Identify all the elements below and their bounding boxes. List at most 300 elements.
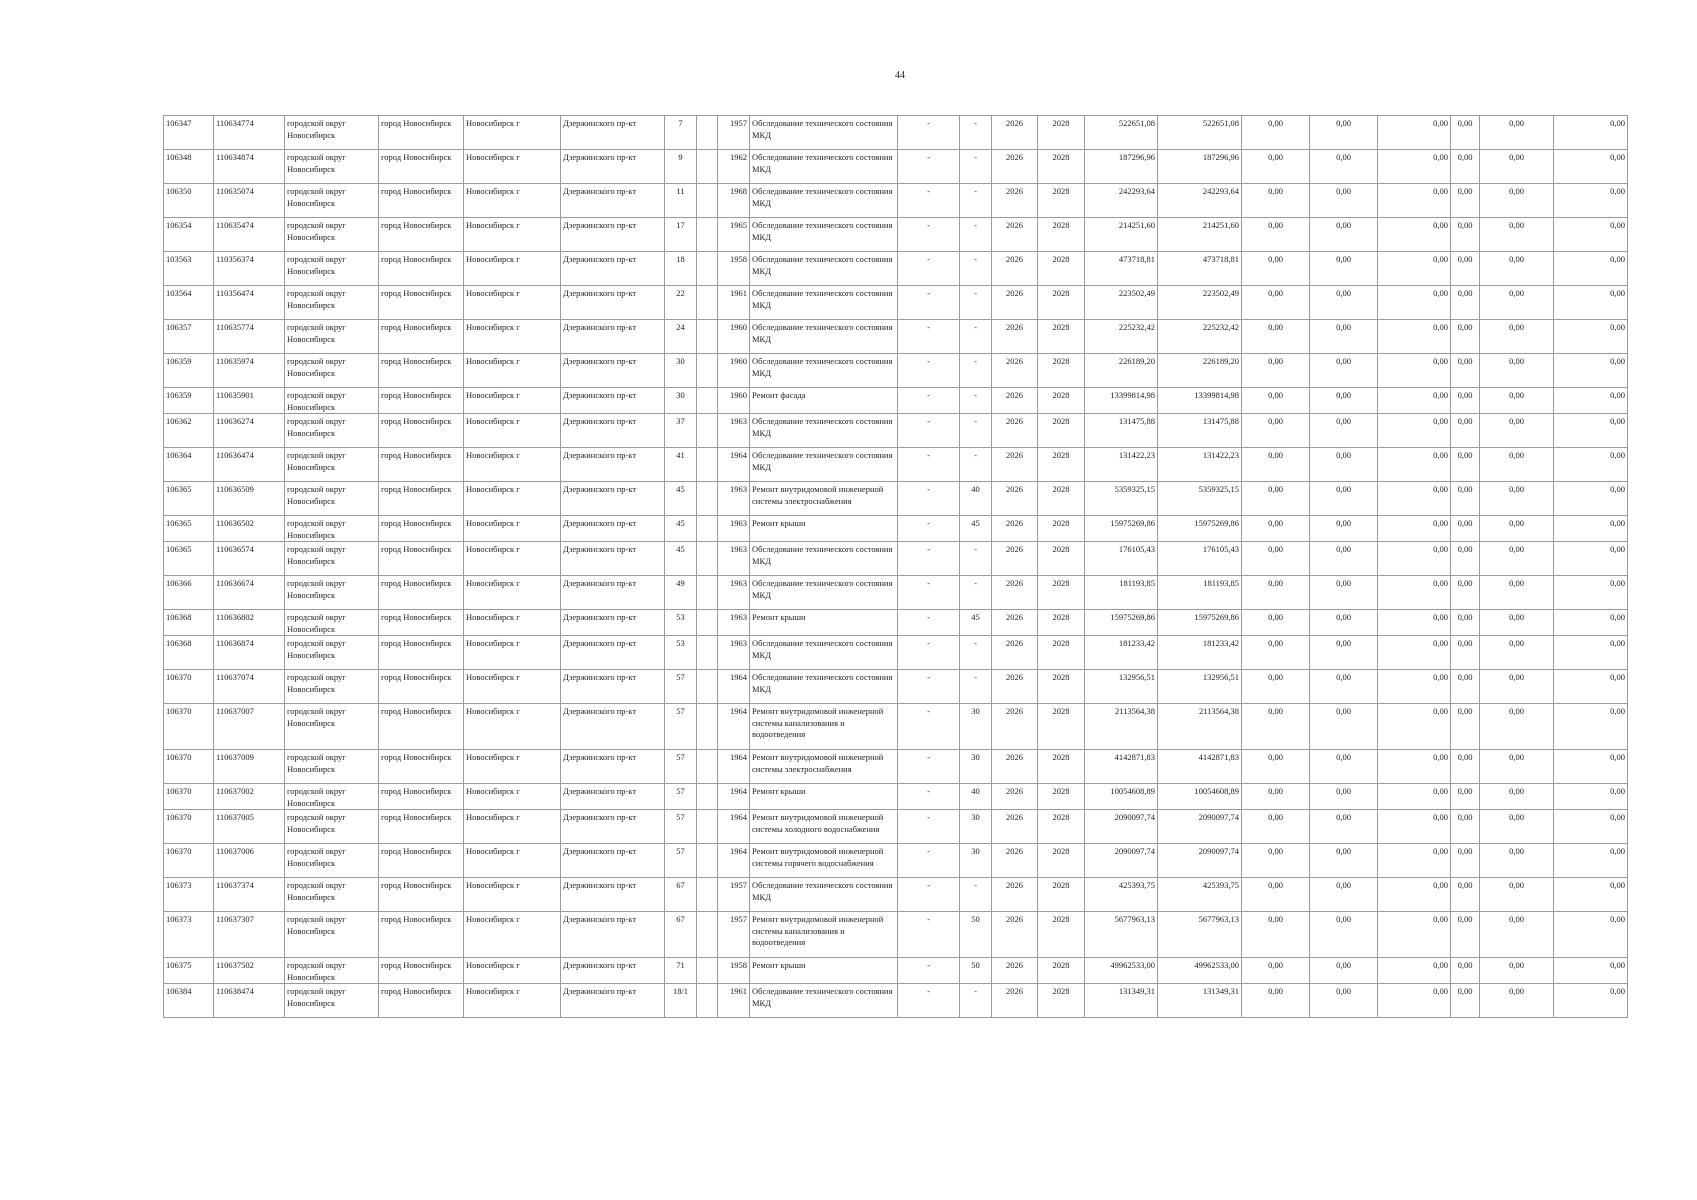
house-number-cell: 67 bbox=[665, 878, 697, 912]
house-number-cell: 57 bbox=[665, 750, 697, 784]
start-year-cell: 2026 bbox=[992, 116, 1038, 150]
build-year-cell: 1963 bbox=[718, 414, 750, 448]
build-year-cell: 1963 bbox=[718, 516, 750, 542]
value1-cell: 0,00 bbox=[1242, 414, 1310, 448]
value4-cell: 0,00 bbox=[1451, 516, 1480, 542]
fund-sum-cell: 181193,85 bbox=[1158, 576, 1242, 610]
table-row bbox=[164, 984, 1628, 1018]
end-year-cell: 2028 bbox=[1038, 516, 1085, 542]
value4-cell: 0,00 bbox=[1451, 184, 1480, 218]
house-number-cell: 22 bbox=[665, 286, 697, 320]
building-cell bbox=[697, 286, 718, 320]
fund-sum-cell: 473718,81 bbox=[1158, 252, 1242, 286]
street-cell: Дзержинского пр-кт bbox=[561, 116, 665, 150]
value6-cell: 0,00 bbox=[1554, 636, 1628, 670]
fund-sum-cell: 425393,75 bbox=[1158, 878, 1242, 912]
total-cost-cell: 223502,49 bbox=[1085, 286, 1158, 320]
value2-cell: 0,00 bbox=[1310, 984, 1378, 1018]
value3-cell: 0,00 bbox=[1378, 116, 1451, 150]
value4-cell: 0,00 bbox=[1451, 704, 1480, 750]
object-id-cell: 106370 bbox=[164, 784, 214, 810]
param2-cell: - bbox=[960, 388, 992, 414]
value4-cell: 0,00 bbox=[1451, 912, 1480, 958]
value2-cell: 0,00 bbox=[1310, 320, 1378, 354]
work-code-cell: 110636674 bbox=[214, 576, 285, 610]
city-cell: Новосибирск г bbox=[464, 388, 561, 414]
value2-cell: 0,00 bbox=[1310, 414, 1378, 448]
value6-cell: 0,00 bbox=[1554, 252, 1628, 286]
settlement-cell: город Новосибирск bbox=[379, 150, 464, 184]
building-cell bbox=[697, 320, 718, 354]
district-cell: городской округ Новосибирск bbox=[285, 286, 379, 320]
value5-cell: 0,00 bbox=[1480, 912, 1554, 958]
build-year-cell: 1964 bbox=[718, 810, 750, 844]
value1-cell: 0,00 bbox=[1242, 878, 1310, 912]
street-cell: Дзержинского пр-кт bbox=[561, 704, 665, 750]
start-year-cell: 2026 bbox=[992, 286, 1038, 320]
street-cell: Дзержинского пр-кт bbox=[561, 810, 665, 844]
value5-cell: 0,00 bbox=[1480, 150, 1554, 184]
param2-cell: - bbox=[960, 670, 992, 704]
total-cost-cell: 13399814,98 bbox=[1085, 388, 1158, 414]
work-code-cell: 110636574 bbox=[214, 542, 285, 576]
house-number-cell: 37 bbox=[665, 414, 697, 448]
value3-cell: 0,00 bbox=[1378, 286, 1451, 320]
total-cost-cell: 425393,75 bbox=[1085, 878, 1158, 912]
city-cell: Новосибирск г bbox=[464, 516, 561, 542]
building-cell bbox=[697, 354, 718, 388]
value6-cell: 0,00 bbox=[1554, 218, 1628, 252]
value4-cell: 0,00 bbox=[1451, 150, 1480, 184]
value6-cell: 0,00 bbox=[1554, 670, 1628, 704]
end-year-cell: 2028 bbox=[1038, 958, 1085, 984]
value1-cell: 0,00 bbox=[1242, 150, 1310, 184]
value5-cell: 0,00 bbox=[1480, 448, 1554, 482]
fund-sum-cell: 522651,08 bbox=[1158, 116, 1242, 150]
street-cell: Дзержинского пр-кт bbox=[561, 750, 665, 784]
building-cell bbox=[697, 810, 718, 844]
work-code-cell: 110637009 bbox=[214, 750, 285, 784]
build-year-cell: 1964 bbox=[718, 704, 750, 750]
value6-cell: 0,00 bbox=[1554, 184, 1628, 218]
building-cell bbox=[697, 184, 718, 218]
city-cell: Новосибирск г bbox=[464, 448, 561, 482]
param1-cell: - bbox=[898, 354, 960, 388]
work-type-cell: Ремонт внутридомовой инженерной системы канализования и водоотведения bbox=[750, 704, 898, 750]
param2-cell: - bbox=[960, 354, 992, 388]
district-cell: городской округ Новосибирск bbox=[285, 750, 379, 784]
building-cell bbox=[697, 150, 718, 184]
settlement-cell: город Новосибирск bbox=[379, 218, 464, 252]
param1-cell: - bbox=[898, 610, 960, 636]
settlement-cell: город Новосибирск bbox=[379, 576, 464, 610]
value1-cell: 0,00 bbox=[1242, 542, 1310, 576]
value2-cell: 0,00 bbox=[1310, 784, 1378, 810]
street-cell: Дзержинского пр-кт bbox=[561, 286, 665, 320]
param2-cell: 30 bbox=[960, 704, 992, 750]
param2-cell: 40 bbox=[960, 482, 992, 516]
object-id-cell: 106375 bbox=[164, 958, 214, 984]
value5-cell: 0,00 bbox=[1480, 542, 1554, 576]
value3-cell: 0,00 bbox=[1378, 750, 1451, 784]
work-code-cell: 110635901 bbox=[214, 388, 285, 414]
object-id-cell: 106368 bbox=[164, 636, 214, 670]
table-row bbox=[164, 610, 1628, 636]
value6-cell: 0,00 bbox=[1554, 958, 1628, 984]
value5-cell: 0,00 bbox=[1480, 184, 1554, 218]
start-year-cell: 2026 bbox=[992, 670, 1038, 704]
value5-cell: 0,00 bbox=[1480, 576, 1554, 610]
repair-schedule-table bbox=[163, 115, 1628, 1018]
settlement-cell: город Новосибирск bbox=[379, 984, 464, 1018]
district-cell: городской округ Новосибирск bbox=[285, 116, 379, 150]
value2-cell: 0,00 bbox=[1310, 150, 1378, 184]
value6-cell: 0,00 bbox=[1554, 610, 1628, 636]
value1-cell: 0,00 bbox=[1242, 320, 1310, 354]
table-row bbox=[164, 704, 1628, 750]
table-row bbox=[164, 448, 1628, 482]
value5-cell: 0,00 bbox=[1480, 984, 1554, 1018]
table-row bbox=[164, 414, 1628, 448]
end-year-cell: 2028 bbox=[1038, 482, 1085, 516]
value3-cell: 0,00 bbox=[1378, 636, 1451, 670]
object-id-cell: 103564 bbox=[164, 286, 214, 320]
table-row bbox=[164, 810, 1628, 844]
value1-cell: 0,00 bbox=[1242, 286, 1310, 320]
building-cell bbox=[697, 878, 718, 912]
total-cost-cell: 473718,81 bbox=[1085, 252, 1158, 286]
settlement-cell: город Новосибирск bbox=[379, 704, 464, 750]
value2-cell: 0,00 bbox=[1310, 912, 1378, 958]
param1-cell: - bbox=[898, 878, 960, 912]
work-code-cell: 110637002 bbox=[214, 784, 285, 810]
value2-cell: 0,00 bbox=[1310, 670, 1378, 704]
settlement-cell: город Новосибирск bbox=[379, 414, 464, 448]
build-year-cell: 1964 bbox=[718, 784, 750, 810]
table-row bbox=[164, 252, 1628, 286]
start-year-cell: 2026 bbox=[992, 388, 1038, 414]
work-code-cell: 110637502 bbox=[214, 958, 285, 984]
value6-cell: 0,00 bbox=[1554, 576, 1628, 610]
work-code-cell: 110638474 bbox=[214, 984, 285, 1018]
work-type-cell: Ремонт внутридомовой инженерной системы горячего водоснабжения bbox=[750, 844, 898, 878]
fund-sum-cell: 214251,60 bbox=[1158, 218, 1242, 252]
settlement-cell: город Новосибирск bbox=[379, 482, 464, 516]
value5-cell: 0,00 bbox=[1480, 354, 1554, 388]
page-number: 44 bbox=[895, 70, 905, 81]
value2-cell: 0,00 bbox=[1310, 750, 1378, 784]
house-number-cell: 24 bbox=[665, 320, 697, 354]
settlement-cell: город Новосибирск bbox=[379, 878, 464, 912]
build-year-cell: 1958 bbox=[718, 252, 750, 286]
object-id-cell: 106350 bbox=[164, 184, 214, 218]
value4-cell: 0,00 bbox=[1451, 784, 1480, 810]
settlement-cell: город Новосибирск bbox=[379, 116, 464, 150]
param2-cell: 40 bbox=[960, 784, 992, 810]
value4-cell: 0,00 bbox=[1451, 844, 1480, 878]
district-cell: городской округ Новосибирск bbox=[285, 184, 379, 218]
object-id-cell: 106370 bbox=[164, 670, 214, 704]
value5-cell: 0,00 bbox=[1480, 116, 1554, 150]
value6-cell: 0,00 bbox=[1554, 984, 1628, 1018]
district-cell: городской округ Новосибирск bbox=[285, 354, 379, 388]
building-cell bbox=[697, 542, 718, 576]
value4-cell: 0,00 bbox=[1451, 984, 1480, 1018]
settlement-cell: город Новосибирск bbox=[379, 958, 464, 984]
settlement-cell: город Новосибирск bbox=[379, 784, 464, 810]
total-cost-cell: 2113564,38 bbox=[1085, 704, 1158, 750]
value3-cell: 0,00 bbox=[1378, 448, 1451, 482]
end-year-cell: 2028 bbox=[1038, 810, 1085, 844]
work-type-cell: Обследование технического состояния МКД bbox=[750, 542, 898, 576]
table-row bbox=[164, 320, 1628, 354]
fund-sum-cell: 15975269,86 bbox=[1158, 516, 1242, 542]
street-cell: Дзержинского пр-кт bbox=[561, 252, 665, 286]
start-year-cell: 2026 bbox=[992, 482, 1038, 516]
value1-cell: 0,00 bbox=[1242, 388, 1310, 414]
settlement-cell: город Новосибирск bbox=[379, 670, 464, 704]
param1-cell: - bbox=[898, 912, 960, 958]
param2-cell: 50 bbox=[960, 958, 992, 984]
start-year-cell: 2026 bbox=[992, 576, 1038, 610]
building-cell bbox=[697, 388, 718, 414]
building-cell bbox=[697, 704, 718, 750]
end-year-cell: 2028 bbox=[1038, 116, 1085, 150]
building-cell bbox=[697, 576, 718, 610]
param1-cell: - bbox=[898, 184, 960, 218]
table-row bbox=[164, 784, 1628, 810]
street-cell: Дзержинского пр-кт bbox=[561, 516, 665, 542]
value1-cell: 0,00 bbox=[1242, 610, 1310, 636]
object-id-cell: 106368 bbox=[164, 610, 214, 636]
street-cell: Дзержинского пр-кт bbox=[561, 670, 665, 704]
value2-cell: 0,00 bbox=[1310, 958, 1378, 984]
house-number-cell: 17 bbox=[665, 218, 697, 252]
fund-sum-cell: 5359325,15 bbox=[1158, 482, 1242, 516]
total-cost-cell: 10054608,89 bbox=[1085, 784, 1158, 810]
value4-cell: 0,00 bbox=[1451, 286, 1480, 320]
fund-sum-cell: 131475,88 bbox=[1158, 414, 1242, 448]
param2-cell: - bbox=[960, 878, 992, 912]
total-cost-cell: 181193,85 bbox=[1085, 576, 1158, 610]
value6-cell: 0,00 bbox=[1554, 516, 1628, 542]
value6-cell: 0,00 bbox=[1554, 448, 1628, 482]
street-cell: Дзержинского пр-кт bbox=[561, 388, 665, 414]
value3-cell: 0,00 bbox=[1378, 184, 1451, 218]
value5-cell: 0,00 bbox=[1480, 482, 1554, 516]
param2-cell: 30 bbox=[960, 810, 992, 844]
value1-cell: 0,00 bbox=[1242, 670, 1310, 704]
param1-cell: - bbox=[898, 414, 960, 448]
work-type-cell: Ремонт крыши bbox=[750, 784, 898, 810]
fund-sum-cell: 13399814,98 bbox=[1158, 388, 1242, 414]
street-cell: Дзержинского пр-кт bbox=[561, 576, 665, 610]
city-cell: Новосибирск г bbox=[464, 414, 561, 448]
total-cost-cell: 181233,42 bbox=[1085, 636, 1158, 670]
settlement-cell: город Новосибирск bbox=[379, 636, 464, 670]
district-cell: городской округ Новосибирск bbox=[285, 984, 379, 1018]
street-cell: Дзержинского пр-кт bbox=[561, 610, 665, 636]
value2-cell: 0,00 bbox=[1310, 610, 1378, 636]
value5-cell: 0,00 bbox=[1480, 610, 1554, 636]
build-year-cell: 1965 bbox=[718, 218, 750, 252]
param2-cell: - bbox=[960, 984, 992, 1018]
value3-cell: 0,00 bbox=[1378, 958, 1451, 984]
street-cell: Дзержинского пр-кт bbox=[561, 448, 665, 482]
value6-cell: 0,00 bbox=[1554, 810, 1628, 844]
param1-cell: - bbox=[898, 958, 960, 984]
value5-cell: 0,00 bbox=[1480, 704, 1554, 750]
param2-cell: 45 bbox=[960, 610, 992, 636]
settlement-cell: город Новосибирск bbox=[379, 912, 464, 958]
value2-cell: 0,00 bbox=[1310, 388, 1378, 414]
object-id-cell: 106365 bbox=[164, 482, 214, 516]
city-cell: Новосибирск г bbox=[464, 286, 561, 320]
building-cell bbox=[697, 116, 718, 150]
build-year-cell: 1960 bbox=[718, 320, 750, 354]
value4-cell: 0,00 bbox=[1451, 116, 1480, 150]
table-row bbox=[164, 958, 1628, 984]
value5-cell: 0,00 bbox=[1480, 516, 1554, 542]
value6-cell: 0,00 bbox=[1554, 320, 1628, 354]
end-year-cell: 2028 bbox=[1038, 354, 1085, 388]
param1-cell: - bbox=[898, 388, 960, 414]
start-year-cell: 2026 bbox=[992, 984, 1038, 1018]
build-year-cell: 1968 bbox=[718, 184, 750, 218]
param2-cell: - bbox=[960, 184, 992, 218]
start-year-cell: 2026 bbox=[992, 542, 1038, 576]
table-row bbox=[164, 218, 1628, 252]
work-type-cell: Ремонт внутридомовой инженерной системы холодного водоснабжения bbox=[750, 810, 898, 844]
fund-sum-cell: 176105,43 bbox=[1158, 542, 1242, 576]
street-cell: Дзержинского пр-кт bbox=[561, 218, 665, 252]
start-year-cell: 2026 bbox=[992, 320, 1038, 354]
param2-cell: - bbox=[960, 116, 992, 150]
end-year-cell: 2028 bbox=[1038, 610, 1085, 636]
value3-cell: 0,00 bbox=[1378, 252, 1451, 286]
value6-cell: 0,00 bbox=[1554, 414, 1628, 448]
street-cell: Дзержинского пр-кт bbox=[561, 636, 665, 670]
object-id-cell: 106364 bbox=[164, 448, 214, 482]
work-type-cell: Ремонт крыши bbox=[750, 610, 898, 636]
building-cell bbox=[697, 636, 718, 670]
table-row bbox=[164, 844, 1628, 878]
value1-cell: 0,00 bbox=[1242, 116, 1310, 150]
work-type-cell: Ремонт крыши bbox=[750, 958, 898, 984]
value6-cell: 0,00 bbox=[1554, 542, 1628, 576]
start-year-cell: 2026 bbox=[992, 150, 1038, 184]
house-number-cell: 18 bbox=[665, 252, 697, 286]
house-number-cell: 11 bbox=[665, 184, 697, 218]
value2-cell: 0,00 bbox=[1310, 448, 1378, 482]
end-year-cell: 2028 bbox=[1038, 542, 1085, 576]
build-year-cell: 1961 bbox=[718, 286, 750, 320]
fund-sum-cell: 181233,42 bbox=[1158, 636, 1242, 670]
district-cell: городской округ Новосибирск bbox=[285, 218, 379, 252]
building-cell bbox=[697, 482, 718, 516]
work-type-cell: Обследование технического состояния МКД bbox=[750, 218, 898, 252]
end-year-cell: 2028 bbox=[1038, 750, 1085, 784]
city-cell: Новосибирск г bbox=[464, 482, 561, 516]
house-number-cell: 45 bbox=[665, 482, 697, 516]
start-year-cell: 2026 bbox=[992, 252, 1038, 286]
work-code-cell: 110356474 bbox=[214, 286, 285, 320]
value6-cell: 0,00 bbox=[1554, 150, 1628, 184]
value5-cell: 0,00 bbox=[1480, 878, 1554, 912]
value4-cell: 0,00 bbox=[1451, 576, 1480, 610]
house-number-cell: 30 bbox=[665, 354, 697, 388]
param2-cell: - bbox=[960, 252, 992, 286]
city-cell: Новосибирск г bbox=[464, 670, 561, 704]
param1-cell: - bbox=[898, 516, 960, 542]
street-cell: Дзержинского пр-кт bbox=[561, 354, 665, 388]
value6-cell: 0,00 bbox=[1554, 354, 1628, 388]
start-year-cell: 2026 bbox=[992, 912, 1038, 958]
value3-cell: 0,00 bbox=[1378, 516, 1451, 542]
work-type-cell: Обследование технического состояния МКД bbox=[750, 984, 898, 1018]
value3-cell: 0,00 bbox=[1378, 670, 1451, 704]
work-code-cell: 110636802 bbox=[214, 610, 285, 636]
city-cell: Новосибирск г bbox=[464, 912, 561, 958]
param1-cell: - bbox=[898, 116, 960, 150]
street-cell: Дзержинского пр-кт bbox=[561, 150, 665, 184]
table-row bbox=[164, 482, 1628, 516]
value2-cell: 0,00 bbox=[1310, 482, 1378, 516]
value5-cell: 0,00 bbox=[1480, 784, 1554, 810]
district-cell: городской округ Новосибирск bbox=[285, 610, 379, 636]
start-year-cell: 2026 bbox=[992, 448, 1038, 482]
build-year-cell: 1962 bbox=[718, 150, 750, 184]
value3-cell: 0,00 bbox=[1378, 984, 1451, 1018]
house-number-cell: 57 bbox=[665, 784, 697, 810]
street-cell: Дзержинского пр-кт bbox=[561, 958, 665, 984]
house-number-cell: 30 bbox=[665, 388, 697, 414]
value3-cell: 0,00 bbox=[1378, 218, 1451, 252]
district-cell: городской округ Новосибирск bbox=[285, 414, 379, 448]
total-cost-cell: 226189,20 bbox=[1085, 354, 1158, 388]
param2-cell: - bbox=[960, 542, 992, 576]
fund-sum-cell: 2090097,74 bbox=[1158, 810, 1242, 844]
fund-sum-cell: 131422,23 bbox=[1158, 448, 1242, 482]
value6-cell: 0,00 bbox=[1554, 750, 1628, 784]
end-year-cell: 2028 bbox=[1038, 878, 1085, 912]
value4-cell: 0,00 bbox=[1451, 320, 1480, 354]
value3-cell: 0,00 bbox=[1378, 542, 1451, 576]
fund-sum-cell: 242293,64 bbox=[1158, 184, 1242, 218]
value3-cell: 0,00 bbox=[1378, 354, 1451, 388]
param2-cell: - bbox=[960, 218, 992, 252]
value3-cell: 0,00 bbox=[1378, 150, 1451, 184]
house-number-cell: 67 bbox=[665, 912, 697, 958]
city-cell: Новосибирск г bbox=[464, 116, 561, 150]
value6-cell: 0,00 bbox=[1554, 784, 1628, 810]
street-cell: Дзержинского пр-кт bbox=[561, 320, 665, 354]
value4-cell: 0,00 bbox=[1451, 636, 1480, 670]
table-row bbox=[164, 388, 1628, 414]
street-cell: Дзержинского пр-кт bbox=[561, 414, 665, 448]
city-cell: Новосибирск г bbox=[464, 984, 561, 1018]
value1-cell: 0,00 bbox=[1242, 252, 1310, 286]
param1-cell: - bbox=[898, 670, 960, 704]
build-year-cell: 1958 bbox=[718, 958, 750, 984]
house-number-cell: 57 bbox=[665, 704, 697, 750]
district-cell: городской округ Новосибирск bbox=[285, 704, 379, 750]
value4-cell: 0,00 bbox=[1451, 388, 1480, 414]
district-cell: городской округ Новосибирск bbox=[285, 448, 379, 482]
object-id-cell: 106370 bbox=[164, 704, 214, 750]
value2-cell: 0,00 bbox=[1310, 218, 1378, 252]
house-number-cell: 41 bbox=[665, 448, 697, 482]
